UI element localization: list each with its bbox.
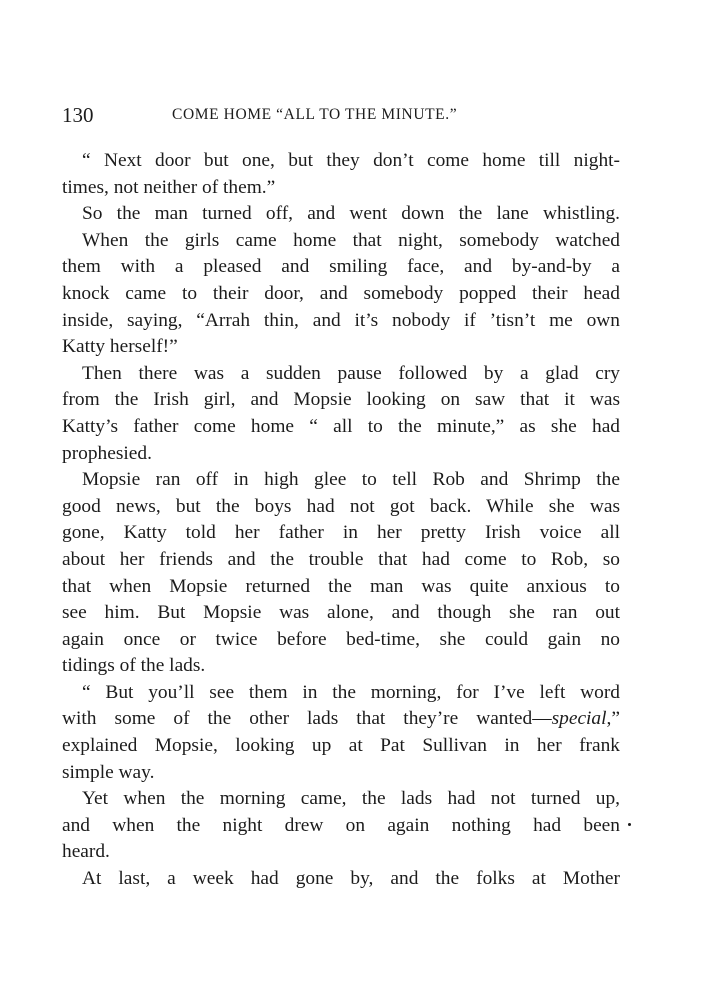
text-line: see him. But Mopsie was alone, and though she ran out — [62, 602, 620, 624]
body-text — [62, 148, 620, 893]
stray-ink-mark — [628, 823, 631, 826]
text-line: from the Irish girl, and Mopsie looking on saw that it was — [62, 389, 620, 411]
text-line: inside, saying, “Arrah thin, and it’s nobody if ’tisn’t me own — [62, 309, 620, 331]
text-line: “ Next door but one, but they don’t come home till night- — [82, 150, 620, 171]
text-line: prophesied. — [62, 442, 152, 464]
text-line: So the man turned off, and went down the lane whistling. — [82, 203, 620, 225]
page-header — [62, 100, 620, 130]
text-line: that when Mopsie returned the man was quite anxious to — [62, 575, 620, 597]
text-line: “ But you’ll see them in the morning, for I’ve left word — [82, 681, 620, 703]
text-line: When the girls came home that night, somebody watched — [82, 229, 620, 251]
running-title: COME HOME “ALL TO THE MINUTE.” — [172, 106, 458, 123]
text-line: Then there was a sudden pause followed by a glad cry — [82, 362, 620, 384]
text-line: Yet when the morning came, the lads had not turned up, — [82, 788, 620, 810]
text-line: heard. — [62, 841, 110, 863]
text-line: and when the night drew on again nothing had been — [62, 813, 620, 840]
text-line: simple way. — [62, 761, 155, 783]
text-line: them with a pleased and smiling face, and by-and-by a — [62, 256, 620, 278]
text-line: good news, but the boys had not got back. While she was — [62, 495, 620, 517]
text-line: knock came to their door, and somebody popped their head — [62, 282, 620, 304]
text-line: explained Mopsie, looking up at Pat Sullivan in her frank — [62, 735, 620, 757]
text-line: Mopsie ran off in high glee to tell Rob and Shrimp the — [82, 469, 620, 491]
text-line: At last, a week had gone by, and the folks at Mother — [82, 868, 620, 890]
page-number: 130 — [62, 103, 94, 127]
text-line: with some of the other lads that they’re wanted—special,” — [62, 708, 620, 730]
text-line: again once or twice before bed-time, she could gain no — [62, 628, 620, 650]
emphasis-special: special — [551, 708, 607, 730]
text-line: about her friends and the trouble that had come to Rob, so — [62, 548, 620, 570]
text-line: gone, Katty told her father in her pretty Irish voice all — [62, 522, 620, 544]
text-line: Katty herself!” — [62, 336, 178, 358]
text-line: times, not neither of them.” — [62, 176, 276, 198]
text-line: tidings of the lads. — [62, 655, 206, 677]
text-line: Katty’s father come home “ all to the minute,” as she had — [62, 415, 620, 437]
